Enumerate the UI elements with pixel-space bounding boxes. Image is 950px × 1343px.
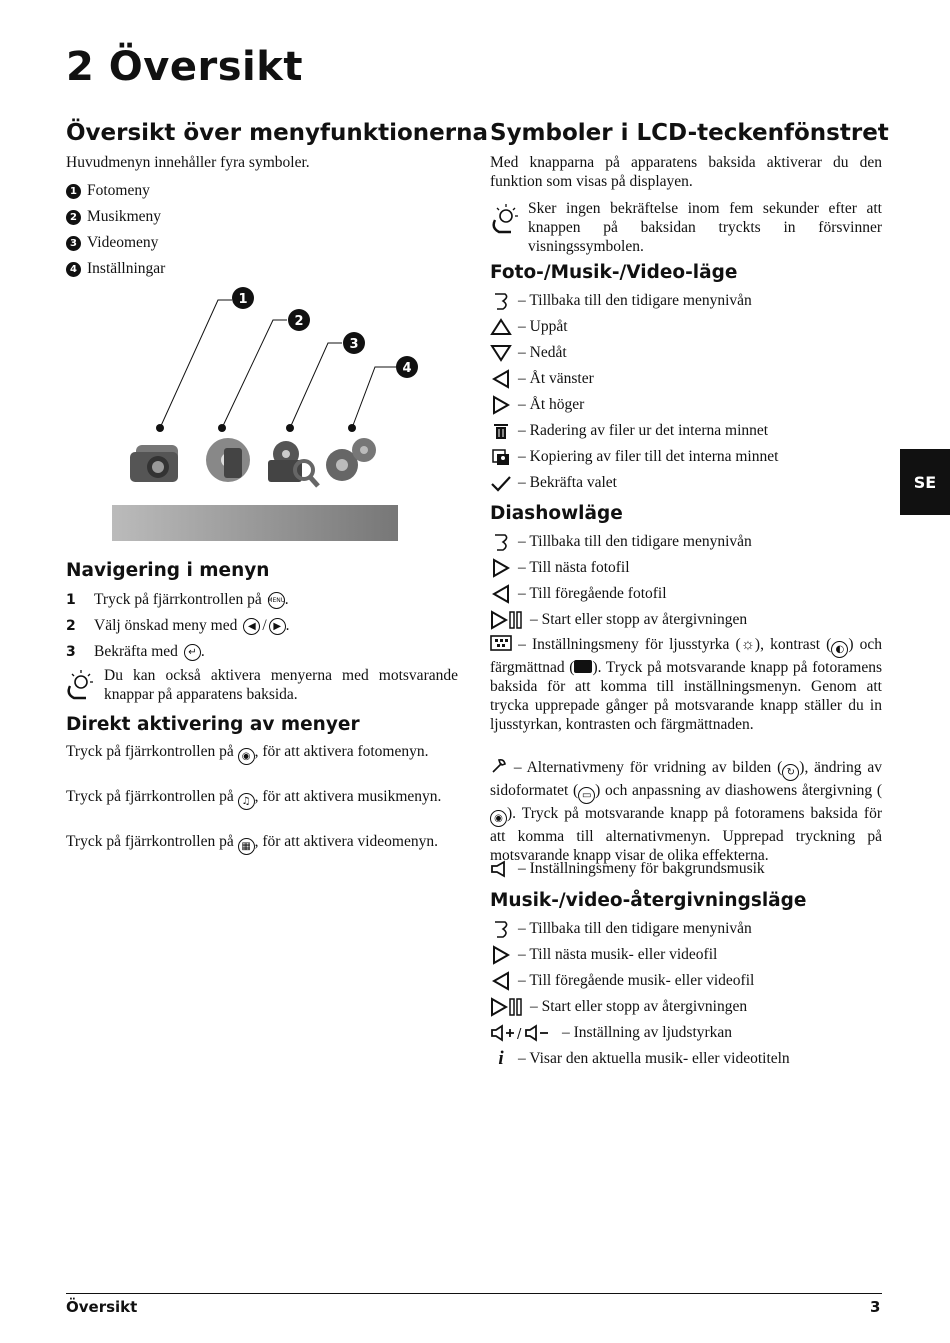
page-number: 3 [870, 1298, 881, 1316]
para-text-end: , för att aktivera musikmenyn. [254, 788, 442, 805]
list-item [66, 230, 165, 256]
para-text: Tryck på fjärrkontrollen på [66, 743, 234, 760]
prev-icon [490, 971, 512, 991]
step-row [66, 587, 290, 613]
list-item-text: – Inställning av ljudstyrkan [562, 1024, 733, 1041]
symbols-tip: Sker ingen bekräftelse inom fem sekunder efter att knappen på baksidan tryckts in försvinner visningssymbolen. [528, 200, 882, 255]
callout-4 [396, 356, 418, 378]
language-tab: SE [900, 449, 950, 515]
prev-icon [490, 584, 512, 604]
format-icon: ▭ [578, 787, 595, 804]
para-text: ), kontrast ( [754, 636, 832, 653]
list-item [490, 555, 752, 581]
rotate-icon: ↻ [782, 764, 799, 781]
step-row [66, 639, 290, 665]
callout-3 [343, 332, 365, 354]
step-separator: / [262, 617, 267, 634]
callout-dot [286, 424, 294, 432]
list-item [490, 444, 778, 470]
left-icon [490, 369, 512, 389]
music-menu-icon [206, 438, 250, 482]
step-number: 3 [66, 644, 76, 660]
tip-icon [64, 668, 98, 700]
step-text: Välj önskad meny med [94, 617, 238, 634]
list-item [490, 340, 778, 366]
para-text: – Alternativmeny för vridning av bilden ( [513, 759, 783, 776]
list-item-text: – Kopiering av filer till det interna minnet [518, 448, 779, 465]
down-icon [490, 343, 512, 363]
photo-button-icon: ◉ [238, 748, 255, 765]
list-item-text: – Start eller stopp av återgivningen [530, 998, 748, 1015]
video-button-icon: ▦ [238, 838, 255, 855]
slideshow-list [490, 529, 752, 633]
right-arrow-button-icon: ▶ [269, 618, 286, 635]
list-item-text: – Tillbaka till den tidigare menynivån [518, 533, 752, 550]
para-text-end: , för att aktivera fotomenyn. [254, 743, 429, 760]
symbols-heading: Symboler i LCD-teckenfönstret [490, 120, 889, 146]
menu-button-icon: MENU [268, 592, 285, 609]
slideshow-settings-para [490, 635, 882, 734]
playback-effect-icon: ◉ [490, 810, 507, 827]
direct-para-music [66, 787, 458, 810]
list-item [490, 942, 790, 968]
saturation-icon [574, 660, 592, 673]
footer-section: Översikt [66, 1298, 138, 1316]
list-item [66, 256, 165, 282]
list-item-text: – Till nästa musik- eller videofil [518, 946, 718, 963]
list-item-text: – Uppåt [518, 318, 568, 335]
list-item-label: Fotomeny [87, 182, 150, 199]
enter-button-icon: ↵ [184, 644, 201, 661]
para-text: ) och anpassning av diashowens återgivning ( [595, 782, 882, 799]
callout-dot [218, 424, 226, 432]
list-item-text: – Nedåt [518, 344, 567, 361]
play-pause-icon [490, 610, 524, 630]
back-icon [490, 532, 512, 552]
trash-icon [490, 421, 512, 441]
list-item [490, 366, 778, 392]
tip-icon [489, 202, 523, 234]
list-item-text: – Åt höger [518, 396, 585, 413]
contrast-icon: ◐ [831, 641, 848, 658]
check-icon [490, 473, 512, 493]
direct-para-photo [66, 742, 458, 765]
playback-list [490, 916, 790, 1072]
list-item [490, 314, 778, 340]
play-pause-icon [490, 997, 524, 1017]
list-item [66, 204, 165, 230]
next-icon [490, 945, 512, 965]
list-item [490, 607, 752, 633]
music-button-icon: ♫ [238, 793, 255, 810]
list-item-text: – Till nästa fotofil [518, 559, 630, 576]
menu-illustration [100, 280, 430, 545]
overview-heading: Översikt över menyfunktionerna [66, 120, 488, 146]
para-text: – Inställningsmeny för ljusstyrka ( [518, 636, 741, 653]
playback-heading: Musik-/video-återgivningsläge [490, 890, 807, 911]
list-item [490, 916, 790, 942]
settings-menu-icon [326, 438, 376, 481]
up-icon [490, 317, 512, 337]
navigation-heading: Navigering i menyn [66, 560, 270, 581]
alternative-menu-icon [490, 757, 508, 775]
overview-list [66, 178, 165, 282]
settings-menu-icon [490, 635, 512, 651]
list-item-text: – Bekräfta valet [518, 474, 617, 491]
right-icon [490, 395, 512, 415]
list-item [490, 856, 765, 882]
brightness-icon: ☼ [740, 636, 755, 653]
step-text: Tryck på fjärrkontrollen på [94, 591, 262, 608]
list-item-text: – Inställningsmeny för bakgrundsmusik [518, 860, 765, 877]
list-item [490, 994, 790, 1020]
step-row [66, 613, 290, 639]
photo-mode-heading: Foto-/Musik-/Video-läge [490, 262, 738, 283]
list-item [490, 392, 778, 418]
list-item [490, 418, 778, 444]
para-text-end: , för att aktivera videomenyn. [254, 833, 438, 850]
step-number: 1 [66, 592, 76, 608]
slideshow-heading: Diashowläge [490, 503, 623, 524]
symbols-intro: Med knapparna på apparatens baksida aktiverar du den funktion som visas på displayen. [490, 154, 882, 190]
number-badge: 3 [66, 236, 81, 251]
step-number: 2 [66, 618, 76, 634]
menu-bar-graphic [112, 505, 398, 541]
list-item-text: – Radering av filer ur det interna minnet [518, 422, 769, 439]
list-item [490, 470, 778, 496]
list-item-label: Inställningar [87, 260, 166, 277]
info-icon: i [498, 1048, 504, 1069]
para-text: ). Tryck på motsvarande knapp på fotoramens baksida för att komma till alternativmenyn. Upprepad tryckning på motsvarande knapp visar de olika effekterna. [490, 805, 882, 864]
para-text: ) och färgmättnad ( [490, 636, 883, 676]
list-item-text: – Till föregående musik- eller videofil [518, 972, 755, 989]
list-item [490, 581, 752, 607]
direct-heading: Direkt aktivering av menyer [66, 714, 360, 735]
para-text: ). Tryck på motsvarande knapp på fotoramens baksida för att komma till inställningsmenyn. Genom att trycka upprepade gånger på motsvarande knapp ställer du in ljusstyrkan, kontrasten och färgmättnaden. [490, 659, 882, 733]
photo-menu-icon [130, 445, 178, 482]
navigation-tip: Du kan också aktivera menyerna med motsvarande knappar på apparatens baksida. [104, 667, 458, 703]
para-text: Tryck på fjärrkontrollen på [66, 788, 234, 805]
volume-icon [490, 1023, 556, 1043]
navigation-steps [66, 587, 290, 665]
number-badge: 1 [66, 184, 81, 199]
direct-para-video [66, 832, 458, 855]
list-item-label: Videomeny [87, 234, 159, 251]
list-item-text: – Visar den aktuella musik- eller videotiteln [518, 1050, 790, 1067]
back-icon [490, 919, 512, 939]
next-icon [490, 558, 512, 578]
photo-mode-list [490, 288, 778, 496]
slideshow-alt-para [490, 757, 882, 865]
list-item [490, 1020, 790, 1046]
list-item-text: – Tillbaka till den tidigare menynivån [518, 920, 752, 937]
step-text-end: . [284, 591, 289, 608]
slideshow-music-item [490, 856, 765, 882]
callout-dot [156, 424, 164, 432]
step-text-end: . [200, 643, 205, 660]
copy-icon [490, 447, 512, 467]
svg-text:1: 1 [238, 292, 248, 307]
back-icon [490, 291, 512, 311]
svg-text:/: / [517, 1027, 522, 1042]
list-item [66, 178, 165, 204]
list-item-label: Musikmeny [87, 208, 162, 225]
para-text: Tryck på fjärrkontrollen på [66, 833, 234, 850]
video-menu-icon [268, 441, 318, 486]
list-item-text: – Åt vänster [518, 370, 594, 387]
left-arrow-button-icon: ◀ [243, 618, 260, 635]
list-item-text: – Start eller stopp av återgivningen [530, 611, 748, 628]
list-item-text: – Till föregående fotofil [518, 585, 667, 602]
list-item [490, 529, 752, 555]
list-item [490, 288, 778, 314]
speaker-icon [490, 859, 512, 879]
chapter-title: 2 Översikt [66, 44, 303, 90]
callout-1 [232, 287, 254, 309]
overview-intro: Huvudmenyn innehåller fyra symboler. [66, 154, 310, 171]
callout-2 [288, 309, 310, 331]
footer-rule [66, 1293, 882, 1294]
list-item-text: – Tillbaka till den tidigare menynivån [518, 292, 752, 309]
step-text: Bekräfta med [94, 643, 178, 660]
para-text: ), ändring av sidoformatet ( [490, 759, 883, 799]
list-item [490, 1046, 790, 1072]
svg-text:2: 2 [294, 314, 304, 329]
svg-text:4: 4 [402, 361, 412, 376]
svg-text:3: 3 [349, 337, 359, 352]
list-item [490, 968, 790, 994]
number-badge: 2 [66, 210, 81, 225]
callout-dot [348, 424, 356, 432]
number-badge: 4 [66, 262, 81, 277]
step-text-end: . [285, 617, 290, 634]
